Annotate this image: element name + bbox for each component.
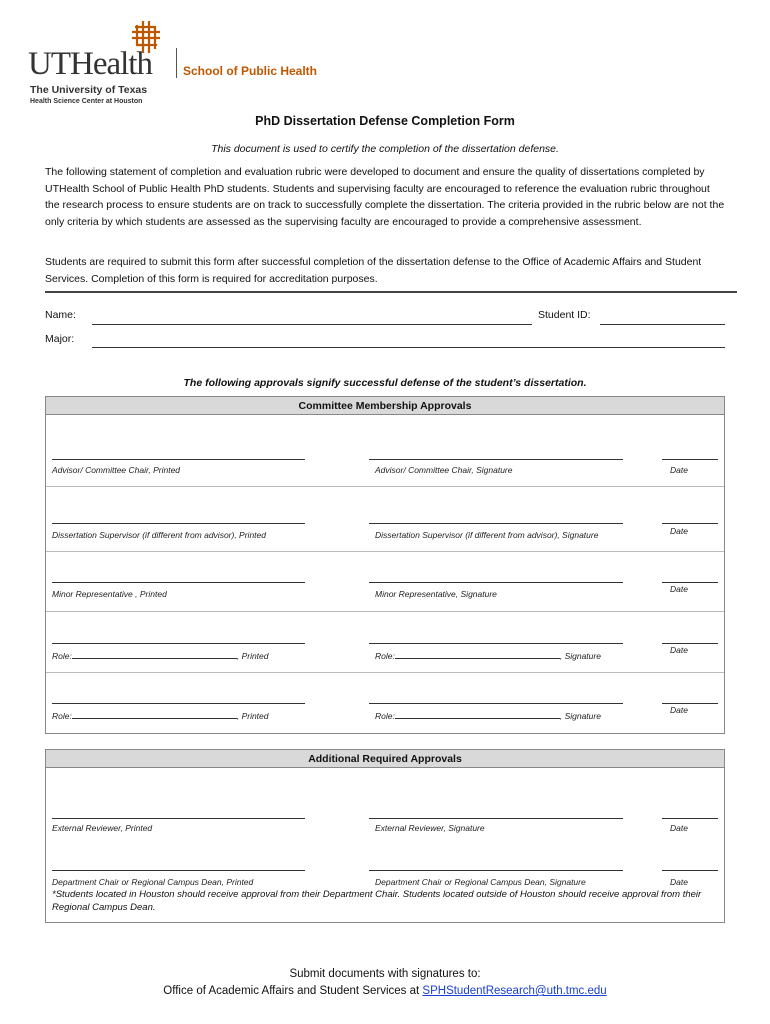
external-date-line[interactable] bbox=[662, 818, 718, 819]
chair-signature-line[interactable] bbox=[369, 870, 623, 871]
intro-paragraph: The following statement of completion and evaluation rubric were developed to document and ensure the quality of dissertations completed by UTHealth School of Public Health PhD students. Students and supervising faculty are encouraged to reference the evaluation rubric throughout the research process to ensure students are on track to successfully complete the dissertation. The criteria provided in the rubric below are not the only criteria by which students are assessed as the supervising faculty are encouraged to provide a comprehensive assessment. bbox=[45, 166, 725, 228]
chair-printed-line[interactable] bbox=[52, 870, 305, 871]
role1-date-caption: Date bbox=[670, 645, 688, 655]
role-label: Role: bbox=[375, 651, 395, 661]
minor-printed-line[interactable] bbox=[52, 582, 305, 583]
university-name: The University of Texas bbox=[30, 84, 148, 96]
minor-date-line[interactable] bbox=[662, 582, 718, 583]
role2-printed-line[interactable] bbox=[52, 703, 305, 704]
logo-divider bbox=[176, 48, 177, 78]
brand-name: UTHealth bbox=[28, 46, 152, 82]
signature-suffix: , Signature bbox=[559, 711, 601, 721]
health-science-center: Health Science Center at Houston bbox=[30, 98, 143, 105]
chair-signature-caption: Department Chair or Regional Campus Dean, Signature bbox=[375, 877, 586, 887]
external-signature-line[interactable] bbox=[369, 818, 623, 819]
approval-row-minor bbox=[46, 552, 724, 612]
role-label: Role: bbox=[375, 711, 395, 721]
footer-line1: Submit documents with signatures to: bbox=[289, 968, 481, 980]
signature-suffix: , Signature bbox=[559, 651, 601, 661]
advisor-signature-caption: Advisor/ Committee Chair, Signature bbox=[375, 465, 513, 475]
advisor-date-line[interactable] bbox=[662, 459, 718, 460]
advisor-signature-line[interactable] bbox=[369, 459, 623, 460]
role1-signature-line[interactable] bbox=[369, 643, 623, 644]
advisor-printed-caption: Advisor/ Committee Chair, Printed bbox=[52, 465, 181, 475]
approval-note: *Students located in Houston should receive approval from their Department Chair. Students located outside of Houston should receive approval from their Regional Campus Dean. bbox=[52, 889, 702, 913]
supervisor-signature-caption: Dissertation Supervisor (if different from advisor), Signature bbox=[375, 530, 599, 540]
role2-signature-line[interactable] bbox=[369, 703, 623, 704]
approval-row-role-1 bbox=[46, 612, 724, 673]
role1-signature-role-field[interactable] bbox=[395, 650, 560, 659]
role2-signature-role-field[interactable] bbox=[395, 710, 560, 719]
role1-date-line[interactable] bbox=[662, 643, 718, 644]
student-id-label: Student ID: bbox=[538, 309, 591, 321]
role1-printed-caption bbox=[52, 650, 269, 661]
role2-signature-caption bbox=[375, 710, 601, 721]
major-label: Major: bbox=[45, 333, 75, 345]
role1-signature-caption bbox=[375, 650, 601, 661]
additional-heading: Additional Required Approvals bbox=[46, 750, 724, 768]
committee-heading: Committee Membership Approvals bbox=[46, 397, 724, 415]
email-link[interactable]: SPHStudentResearch@uth.tmc.edu bbox=[422, 985, 607, 997]
approval-row-role-2 bbox=[46, 673, 724, 733]
advisor-printed-line[interactable] bbox=[52, 459, 305, 460]
approval-note-row bbox=[46, 886, 724, 922]
form-title: PhD Dissertation Defense Completion Form bbox=[255, 114, 515, 128]
role2-printed-role-field[interactable] bbox=[72, 710, 237, 719]
approval-row-advisor bbox=[46, 415, 724, 487]
external-printed-caption: External Reviewer, Printed bbox=[52, 823, 153, 833]
chair-printed-caption: Department Chair or Regional Campus Dean, Printed bbox=[52, 877, 254, 887]
approval-row-supervisor bbox=[46, 487, 724, 552]
supervisor-date-line[interactable] bbox=[662, 523, 718, 524]
printed-suffix: , Printed bbox=[236, 651, 269, 661]
uthealth-logo bbox=[28, 18, 358, 108]
printed-suffix: , Printed bbox=[236, 711, 269, 721]
submission-paragraph: Students are required to submit this form after successful completion of the dissertation defense to the Office of Academic Affairs and Student Services. Completion of this form is required for accreditation purposes. bbox=[45, 256, 702, 285]
footer-line2 bbox=[0, 983, 770, 1000]
approval-row-external bbox=[46, 768, 724, 832]
student-id-field[interactable] bbox=[600, 324, 725, 325]
minor-signature-caption: Minor Representative, Signature bbox=[375, 589, 497, 599]
committee-approvals-box bbox=[45, 396, 725, 734]
supervisor-date-caption: Date bbox=[670, 526, 688, 536]
supervisor-printed-line[interactable] bbox=[52, 523, 305, 524]
role-label: Role: bbox=[52, 711, 72, 721]
external-signature-caption: External Reviewer, Signature bbox=[375, 823, 485, 833]
minor-signature-line[interactable] bbox=[369, 582, 623, 583]
minor-printed-caption: Minor Representative , Printed bbox=[52, 589, 167, 599]
role1-printed-role-field[interactable] bbox=[72, 650, 237, 659]
external-date-caption: Date bbox=[670, 823, 688, 833]
submission-footer bbox=[0, 966, 770, 1000]
approvals-caption: The following approvals signify successful defense of the student’s dissertation. bbox=[183, 377, 587, 389]
role2-date-line[interactable] bbox=[662, 703, 718, 704]
approval-row-dept-chair bbox=[46, 832, 724, 886]
footer-office: Office of Academic Affairs and Student Services at bbox=[163, 985, 420, 997]
name-field[interactable] bbox=[92, 324, 532, 325]
section-divider bbox=[45, 291, 737, 293]
name-label: Name: bbox=[45, 309, 76, 321]
external-printed-line[interactable] bbox=[52, 818, 305, 819]
major-field[interactable] bbox=[92, 347, 725, 348]
supervisor-printed-caption: Dissertation Supervisor (if different from advisor), Printed bbox=[52, 530, 266, 540]
supervisor-signature-line[interactable] bbox=[369, 523, 623, 524]
additional-approvals-box bbox=[45, 749, 725, 923]
chair-date-line[interactable] bbox=[662, 870, 718, 871]
role2-printed-caption bbox=[52, 710, 269, 721]
role2-date-caption: Date bbox=[670, 705, 688, 715]
advisor-date-caption: Date bbox=[670, 465, 688, 475]
chair-date-caption: Date bbox=[670, 877, 688, 887]
minor-date-caption: Date bbox=[670, 584, 688, 594]
role1-printed-line[interactable] bbox=[52, 643, 305, 644]
school-name: School of Public Health bbox=[183, 64, 318, 78]
form-subtitle: This document is used to certify the completion of the dissertation defense. bbox=[211, 143, 559, 155]
role-label: Role: bbox=[52, 651, 72, 661]
